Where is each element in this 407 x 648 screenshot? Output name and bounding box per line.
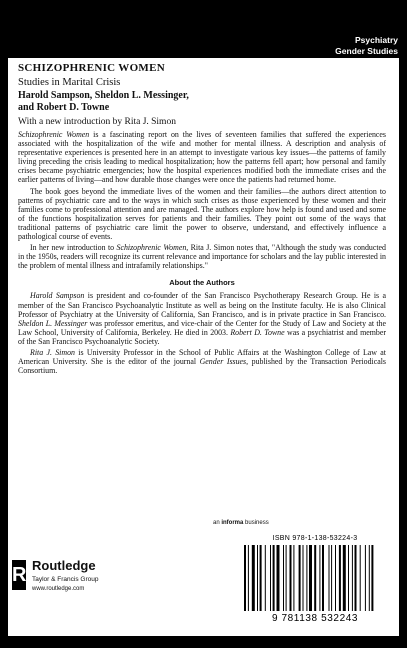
routledge-logo-icon: R xyxy=(12,560,26,590)
barcode-bar xyxy=(265,545,266,611)
authors-line-2: and Robert D. Towne xyxy=(18,102,110,113)
barcode-bar xyxy=(260,545,262,611)
barcode-bar xyxy=(331,545,332,611)
description-paragraph-1: Schizophrenic Women is a fascinating report on the lives of seventeen families that suffered the experiences associated with the hospitalization of the wife and mother for mental illness. A description and analysis of representative experiences is presented here in an attempt to investigate various key issues—the patterns of family living preceding the crisis leading to medical hospitalization; how the patterns fell apart; how personal and family crises became psychiatric emergencies; how the hospital experiences modified both the immediate crises and the earlier patterns of living—and how durable those changes were once the patients had returned home. xyxy=(18,130,386,185)
barcode-bar xyxy=(314,545,316,611)
description-paragraph-2: The book goes beyond the immediate lives of the women and their families—the authors direct attention to patterns of psychiatric care and to the ways in which such crises as those experienced by these women and their families come to professional attention and are managed. The authors explore how help is found and used and some of the functions hospitalization serves for patients and their families. They point out some of the ways that traditional patterns of psychiatric care limit the power to observe, understand, and effectively influence a pathological course of events. xyxy=(18,186,386,242)
barcode-bar xyxy=(257,545,258,611)
barcode-bar xyxy=(329,545,330,611)
barcode-bar xyxy=(306,545,307,611)
barcode-bar xyxy=(273,545,275,611)
publisher-group: Taylor & Francis Group xyxy=(32,576,99,583)
barcode-bar xyxy=(343,545,346,611)
barcode-bar xyxy=(277,545,280,611)
authors-line-1: Harold Sampson, Sheldon L. Messinger, xyxy=(18,90,189,101)
isbn-barcode-block xyxy=(240,535,390,627)
description-paragraph-3: In her new introduction to Schizophrenic Women, Rita J. Simon notes that, "Although the study was conducted in the 1950s, readers will recognize its current relevance and importance for scholars and the lay public interested in the problem of mental illness and intrafamily relationships." xyxy=(18,243,386,271)
barcode-bar xyxy=(369,545,370,611)
barcode-bar xyxy=(293,545,294,611)
isbn-label: ISBN 978-1-138-53224-3 xyxy=(272,535,358,542)
blurb xyxy=(18,62,386,375)
barcode-bar xyxy=(283,545,284,611)
barcode-bar xyxy=(365,545,366,611)
introduction-credit xyxy=(18,116,386,128)
barcode-bar xyxy=(348,545,349,611)
barcode-bar xyxy=(248,545,249,611)
category-psychiatry: Psychiatry xyxy=(355,35,398,45)
back-cover-panel xyxy=(8,58,399,636)
barcode-bar xyxy=(339,545,341,611)
barcode-digits: 9 781138 532243 xyxy=(271,613,359,624)
barcode-bar xyxy=(309,545,312,611)
editor-bio-paragraph: Rita J. Simon is University Professor in the School of Public Affairs at the Washington College of Law at American University. She is the editor of the journal Gender Issues, published by the Transaction Periodicals Consortium. xyxy=(18,347,386,376)
barcode-bar xyxy=(322,545,324,611)
barcode-bar xyxy=(319,545,320,611)
publisher-website: www.routledge.com xyxy=(32,586,85,592)
barcode-bar xyxy=(299,545,301,611)
barcode-bar xyxy=(252,545,255,611)
barcode-bar xyxy=(244,545,246,611)
informa-business-tag: an informa business xyxy=(213,520,269,526)
book-subtitle: Studies in Marital Crisis xyxy=(18,77,121,88)
category-gender-studies: Gender Studies xyxy=(335,46,398,56)
barcode-bar xyxy=(355,545,357,611)
barcode-icon xyxy=(244,545,386,611)
publisher-name: Routledge xyxy=(32,558,96,573)
authors xyxy=(18,90,386,114)
barcode-bar xyxy=(360,545,361,611)
intro-name: Rita J. Simon xyxy=(124,117,176,127)
barcode-bar xyxy=(290,545,292,611)
barcode-bar xyxy=(371,545,373,611)
publisher-logo xyxy=(12,558,162,618)
intro-prefix: With a new introduction by xyxy=(18,117,123,127)
about-authors-heading: About the Authors xyxy=(169,278,235,288)
author-bio-paragraph: Harold Sampson is president and co-founder of the San Francisco Psychotherapy Research Group. He is a member of the San Francisco Psychoanalytic Institute as well as being on the Institute faculty. He is also Clinical Professor of Psychiatry at the University of California, San Francisco, and is in private practice in San Francisco. Sheldon L. Messinger was professor emeritus, and vice-chair of the Center for the Study of Law and Society at the Law School, University of California, Berkeley. He died in 2003. Robert D. Towne was a psychiatrist and member of the San Francisco Psychoanalytic Society. xyxy=(18,291,386,346)
barcode-bar xyxy=(270,545,271,611)
barcode-bar xyxy=(303,545,304,611)
barcode-bar xyxy=(352,545,353,611)
barcode-bar xyxy=(335,545,336,611)
barcode-bar xyxy=(286,545,287,611)
book-title: SCHIZOPHRENIC WOMEN xyxy=(18,62,165,74)
